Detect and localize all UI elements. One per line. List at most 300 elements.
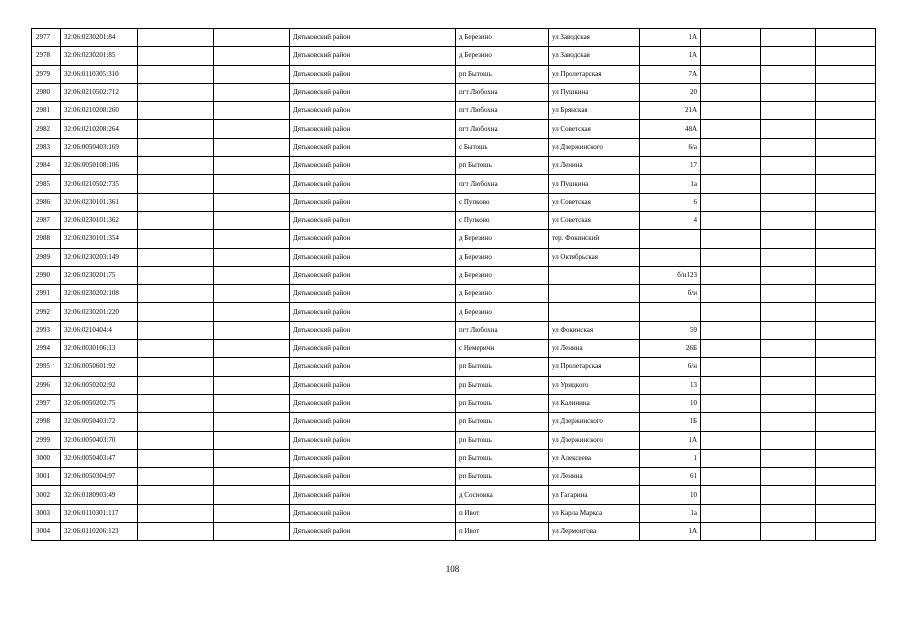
empty-cell <box>816 211 876 229</box>
table-row <box>32 47 876 65</box>
empty-cell <box>214 413 290 431</box>
street-cell: ул Дзержинского <box>549 413 640 431</box>
street-cell: ул Дзержинского <box>549 138 640 156</box>
street-cell: ул Брянская <box>549 102 640 120</box>
street-cell: ул Урицкого <box>549 376 640 394</box>
table-row <box>32 523 876 541</box>
empty-cell <box>138 285 214 303</box>
locality-cell: пгт Любохна <box>456 83 549 101</box>
district-cell: Дятьковский район <box>290 321 456 339</box>
empty-cell <box>701 266 761 284</box>
empty-cell <box>214 303 290 321</box>
street-cell: ул Ленина <box>549 468 640 486</box>
table-row <box>32 175 876 193</box>
empty-cell <box>214 193 290 211</box>
table-row <box>32 303 876 321</box>
locality-cell: рп Бытошь <box>456 413 549 431</box>
table-row <box>32 102 876 120</box>
empty-cell <box>816 230 876 248</box>
locality-cell: п Ивот <box>456 504 549 522</box>
locality-cell: пгт Любохна <box>456 175 549 193</box>
empty-cell <box>214 65 290 83</box>
empty-cell <box>761 413 816 431</box>
empty-cell <box>761 303 816 321</box>
row-number-cell: 2997 <box>32 394 61 412</box>
empty-cell <box>214 523 290 541</box>
empty-cell <box>701 303 761 321</box>
district-cell: Дятьковский район <box>290 175 456 193</box>
table-row <box>32 211 876 229</box>
empty-cell <box>761 523 816 541</box>
empty-cell <box>138 138 214 156</box>
empty-cell <box>214 211 290 229</box>
empty-cell <box>138 211 214 229</box>
empty-cell <box>138 102 214 120</box>
locality-cell: рп Бытошь <box>456 65 549 83</box>
empty-cell <box>138 230 214 248</box>
cadastral-number-cell: 32:06:0210404:4 <box>61 321 138 339</box>
empty-cell <box>138 266 214 284</box>
table-row <box>32 486 876 504</box>
empty-cell <box>761 248 816 266</box>
empty-cell <box>761 83 816 101</box>
house-number-cell: 1а <box>640 175 701 193</box>
empty-cell <box>761 486 816 504</box>
house-number-cell: 48А <box>640 120 701 138</box>
empty-cell <box>701 321 761 339</box>
row-number-cell: 3004 <box>32 523 61 541</box>
house-number-cell: 7А <box>640 65 701 83</box>
locality-cell: рп Бытошь <box>456 468 549 486</box>
locality-cell: с Немеричи <box>456 340 549 358</box>
cadastral-number-cell: 32:06:0050403:169 <box>61 138 138 156</box>
cadastral-number-cell: 32:06:0110206:123 <box>61 523 138 541</box>
empty-cell <box>761 230 816 248</box>
empty-cell <box>816 47 876 65</box>
empty-cell <box>138 157 214 175</box>
cadastral-number-cell: 32:06:0210502:735 <box>61 175 138 193</box>
empty-cell <box>138 376 214 394</box>
locality-cell: д Березино <box>456 266 549 284</box>
empty-cell <box>701 285 761 303</box>
district-cell: Дятьковский район <box>290 248 456 266</box>
locality-cell: д Сосновка <box>456 486 549 504</box>
cadastral-number-cell: 32:06:0050403:70 <box>61 431 138 449</box>
empty-cell <box>214 358 290 376</box>
empty-cell <box>701 157 761 175</box>
table-row <box>32 83 876 101</box>
street-cell: ул Советская <box>549 120 640 138</box>
empty-cell <box>761 394 816 412</box>
locality-cell: рп Бытошь <box>456 449 549 467</box>
house-number-cell: 6/а <box>640 138 701 156</box>
empty-cell <box>214 468 290 486</box>
empty-cell <box>214 486 290 504</box>
street-cell <box>549 266 640 284</box>
empty-cell <box>214 102 290 120</box>
row-number-cell: 2977 <box>32 29 61 47</box>
house-number-cell: 61 <box>640 468 701 486</box>
locality-cell: с Пупково <box>456 193 549 211</box>
cadastral-number-cell: 32:06:0230202:108 <box>61 285 138 303</box>
house-number-cell: 10 <box>640 486 701 504</box>
page-number: 108 <box>445 564 460 574</box>
cadastral-number-cell: 32:06:0230101:361 <box>61 193 138 211</box>
row-number-cell: 2995 <box>32 358 61 376</box>
empty-cell <box>816 248 876 266</box>
house-number-cell <box>640 230 701 248</box>
house-number-cell: 10 <box>640 394 701 412</box>
empty-cell <box>701 394 761 412</box>
table-row <box>32 376 876 394</box>
table-row <box>32 266 876 284</box>
empty-cell <box>816 321 876 339</box>
district-cell: Дятьковский район <box>290 358 456 376</box>
house-number-cell: 1 <box>640 449 701 467</box>
empty-cell <box>138 449 214 467</box>
cadastral-number-cell: 32:06:0050403:72 <box>61 413 138 431</box>
empty-cell <box>214 285 290 303</box>
empty-cell <box>761 376 816 394</box>
table-body <box>32 29 876 541</box>
row-number-cell: 2987 <box>32 211 61 229</box>
house-number-cell <box>640 248 701 266</box>
empty-cell <box>214 47 290 65</box>
empty-cell <box>816 394 876 412</box>
row-number-cell: 2992 <box>32 303 61 321</box>
district-cell: Дятьковский район <box>290 449 456 467</box>
empty-cell <box>214 248 290 266</box>
empty-cell <box>816 29 876 47</box>
street-cell: ул Дзержинского <box>549 431 640 449</box>
empty-cell <box>761 47 816 65</box>
district-cell: Дятьковский район <box>290 65 456 83</box>
house-number-cell: 6/н <box>640 358 701 376</box>
empty-cell <box>214 321 290 339</box>
house-number-cell: 1А <box>640 431 701 449</box>
empty-cell <box>138 29 214 47</box>
row-number-cell: 3003 <box>32 504 61 522</box>
empty-cell <box>816 138 876 156</box>
cadastral-number-cell: 32:06:0030106:13 <box>61 340 138 358</box>
empty-cell <box>138 468 214 486</box>
empty-cell <box>138 340 214 358</box>
cadastral-number-cell: 32:06:0110305:310 <box>61 65 138 83</box>
table-row <box>32 29 876 47</box>
cadastral-number-cell: 32:06:0050304:97 <box>61 468 138 486</box>
district-cell: Дятьковский район <box>290 138 456 156</box>
row-number-cell: 2984 <box>32 157 61 175</box>
empty-cell <box>761 266 816 284</box>
locality-cell: д Березино <box>456 47 549 65</box>
row-number-cell: 2986 <box>32 193 61 211</box>
empty-cell <box>701 468 761 486</box>
empty-cell <box>816 102 876 120</box>
empty-cell <box>138 394 214 412</box>
table-row <box>32 248 876 266</box>
street-cell: ул Ленина <box>549 340 640 358</box>
street-cell <box>549 303 640 321</box>
house-number-cell: 4 <box>640 211 701 229</box>
row-number-cell: 2998 <box>32 413 61 431</box>
table-row <box>32 413 876 431</box>
cadastral-number-cell: 32:06:0230203:149 <box>61 248 138 266</box>
empty-cell <box>816 523 876 541</box>
locality-cell: рп Бытошь <box>456 431 549 449</box>
street-cell: ул Советская <box>549 211 640 229</box>
empty-cell <box>761 175 816 193</box>
cadastral-number-cell: 32:06:0230101:362 <box>61 211 138 229</box>
table-row <box>32 449 876 467</box>
empty-cell <box>138 120 214 138</box>
district-cell: Дятьковский район <box>290 431 456 449</box>
empty-cell <box>816 83 876 101</box>
cadastral-number-cell: 32:06:0180903:49 <box>61 486 138 504</box>
district-cell: Дятьковский район <box>290 120 456 138</box>
cadastral-number-cell: 32:06:0230101:354 <box>61 230 138 248</box>
row-number-cell: 2981 <box>32 102 61 120</box>
cadastral-number-cell: 32:06:0210208:260 <box>61 102 138 120</box>
row-number-cell: 2989 <box>32 248 61 266</box>
district-cell: Дятьковский район <box>290 211 456 229</box>
empty-cell <box>214 157 290 175</box>
table-row <box>32 138 876 156</box>
street-cell: ул Лермонтова <box>549 523 640 541</box>
locality-cell: с Бытошь <box>456 138 549 156</box>
table-row <box>32 321 876 339</box>
empty-cell <box>816 193 876 211</box>
street-cell: ул Заводская <box>549 29 640 47</box>
empty-cell <box>701 340 761 358</box>
street-cell: тер. Фокинский <box>549 230 640 248</box>
table-row <box>32 230 876 248</box>
row-number-cell: 2980 <box>32 83 61 101</box>
empty-cell <box>816 468 876 486</box>
district-cell: Дятьковский район <box>290 504 456 522</box>
empty-cell <box>138 431 214 449</box>
street-cell: ул Алексеева <box>549 449 640 467</box>
empty-cell <box>761 504 816 522</box>
street-cell: ул Пролетарская <box>549 65 640 83</box>
table-row <box>32 358 876 376</box>
house-number-cell: 59 <box>640 321 701 339</box>
empty-cell <box>816 120 876 138</box>
empty-cell <box>701 413 761 431</box>
row-number-cell: 2993 <box>32 321 61 339</box>
street-cell: ул Фокинская <box>549 321 640 339</box>
empty-cell <box>138 413 214 431</box>
empty-cell <box>701 248 761 266</box>
empty-cell <box>816 340 876 358</box>
empty-cell <box>701 47 761 65</box>
empty-cell <box>214 340 290 358</box>
street-cell: ул Заводская <box>549 47 640 65</box>
empty-cell <box>816 65 876 83</box>
empty-cell <box>701 358 761 376</box>
empty-cell <box>214 175 290 193</box>
empty-cell <box>816 358 876 376</box>
row-number-cell: 2985 <box>32 175 61 193</box>
empty-cell <box>214 449 290 467</box>
locality-cell: рп Бытошь <box>456 157 549 175</box>
empty-cell <box>761 285 816 303</box>
empty-cell <box>138 303 214 321</box>
cadastral-number-cell: 32:06:0050403:47 <box>61 449 138 467</box>
empty-cell <box>138 523 214 541</box>
empty-cell <box>761 449 816 467</box>
cadastral-number-cell: 32:06:0050601:92 <box>61 358 138 376</box>
cadastral-number-cell: 32:06:0230201:220 <box>61 303 138 321</box>
street-cell: ул Советская <box>549 193 640 211</box>
house-number-cell: 1А <box>640 29 701 47</box>
table-row <box>32 193 876 211</box>
cadastral-number-cell: 32:06:0050202:75 <box>61 394 138 412</box>
street-cell: ул Пушкина <box>549 175 640 193</box>
row-number-cell: 2990 <box>32 266 61 284</box>
empty-cell <box>138 248 214 266</box>
table-row <box>32 340 876 358</box>
empty-cell <box>816 413 876 431</box>
street-cell: ул Октябрьская <box>549 248 640 266</box>
empty-cell <box>816 175 876 193</box>
house-number-cell: 17 <box>640 157 701 175</box>
empty-cell <box>761 211 816 229</box>
empty-cell <box>214 394 290 412</box>
empty-cell <box>138 321 214 339</box>
district-cell: Дятьковский район <box>290 157 456 175</box>
empty-cell <box>214 504 290 522</box>
street-cell <box>549 285 640 303</box>
locality-cell: рп Бытошь <box>456 376 549 394</box>
empty-cell <box>761 29 816 47</box>
empty-cell <box>138 47 214 65</box>
house-number-cell: 1А <box>640 47 701 65</box>
district-cell: Дятьковский район <box>290 413 456 431</box>
empty-cell <box>761 358 816 376</box>
empty-cell <box>701 211 761 229</box>
house-number-cell: 1Б <box>640 413 701 431</box>
empty-cell <box>701 193 761 211</box>
empty-cell <box>138 504 214 522</box>
table-row <box>32 394 876 412</box>
empty-cell <box>761 157 816 175</box>
empty-cell <box>701 504 761 522</box>
empty-cell <box>701 65 761 83</box>
district-cell: Дятьковский район <box>290 230 456 248</box>
street-cell: ул Пролетарская <box>549 358 640 376</box>
locality-cell: д Березино <box>456 29 549 47</box>
row-number-cell: 3002 <box>32 486 61 504</box>
row-number-cell: 2994 <box>32 340 61 358</box>
empty-cell <box>816 449 876 467</box>
empty-cell <box>816 157 876 175</box>
row-number-cell: 2991 <box>32 285 61 303</box>
locality-cell: пгт Любохна <box>456 120 549 138</box>
table-row <box>32 285 876 303</box>
locality-cell: д Березино <box>456 230 549 248</box>
house-number-cell: 20 <box>640 83 701 101</box>
district-cell: Дятьковский район <box>290 266 456 284</box>
empty-cell <box>701 120 761 138</box>
empty-cell <box>761 138 816 156</box>
empty-cell <box>138 486 214 504</box>
empty-cell <box>138 175 214 193</box>
house-number-cell: 26Б <box>640 340 701 358</box>
empty-cell <box>701 29 761 47</box>
empty-cell <box>214 376 290 394</box>
district-cell: Дятьковский район <box>290 83 456 101</box>
empty-cell <box>761 65 816 83</box>
street-cell: ул Калинина <box>549 394 640 412</box>
table-row <box>32 120 876 138</box>
empty-cell <box>816 303 876 321</box>
empty-cell <box>701 431 761 449</box>
empty-cell <box>701 175 761 193</box>
cadastral-number-cell: 32:06:0210208:264 <box>61 120 138 138</box>
table-row <box>32 504 876 522</box>
district-cell: Дятьковский район <box>290 193 456 211</box>
empty-cell <box>761 468 816 486</box>
row-number-cell: 2978 <box>32 47 61 65</box>
empty-cell <box>214 83 290 101</box>
empty-cell <box>701 523 761 541</box>
street-cell: ул Пушкина <box>549 83 640 101</box>
locality-cell: рп Бытошь <box>456 358 549 376</box>
empty-cell <box>761 120 816 138</box>
house-number-cell: 1А <box>640 523 701 541</box>
row-number-cell: 2996 <box>32 376 61 394</box>
district-cell: Дятьковский район <box>290 523 456 541</box>
empty-cell <box>214 431 290 449</box>
street-cell: ул Ленина <box>549 157 640 175</box>
house-number-cell: б/н123 <box>640 266 701 284</box>
empty-cell <box>761 102 816 120</box>
district-cell: Дятьковский район <box>290 102 456 120</box>
locality-cell: с Пупково <box>456 211 549 229</box>
empty-cell <box>701 83 761 101</box>
house-number-cell: 21А <box>640 102 701 120</box>
district-cell: Дятьковский район <box>290 376 456 394</box>
empty-cell <box>761 340 816 358</box>
locality-cell: пгт Любохна <box>456 102 549 120</box>
house-number-cell <box>640 303 701 321</box>
empty-cell <box>138 65 214 83</box>
row-number-cell: 3000 <box>32 449 61 467</box>
cadastral-number-cell: 32:06:0050202:92 <box>61 376 138 394</box>
street-cell: ул Гагарина <box>549 486 640 504</box>
empty-cell <box>214 266 290 284</box>
street-cell: ул Карла Маркса <box>549 504 640 522</box>
district-cell: Дятьковский район <box>290 303 456 321</box>
cadastral-number-cell: 32:06:0210502:712 <box>61 83 138 101</box>
empty-cell <box>214 120 290 138</box>
empty-cell <box>816 376 876 394</box>
row-number-cell: 2979 <box>32 65 61 83</box>
cadastral-number-cell: 32:06:0110301:117 <box>61 504 138 522</box>
cadastral-number-cell: 32:06:0230201:84 <box>61 29 138 47</box>
empty-cell <box>214 138 290 156</box>
locality-cell: пгт Любохна <box>456 321 549 339</box>
empty-cell <box>701 138 761 156</box>
empty-cell <box>816 285 876 303</box>
locality-cell: п Ивот <box>456 523 549 541</box>
district-cell: Дятьковский район <box>290 285 456 303</box>
registry-table <box>31 28 876 541</box>
empty-cell <box>701 449 761 467</box>
table-row <box>32 431 876 449</box>
empty-cell <box>761 431 816 449</box>
house-number-cell: 13 <box>640 376 701 394</box>
